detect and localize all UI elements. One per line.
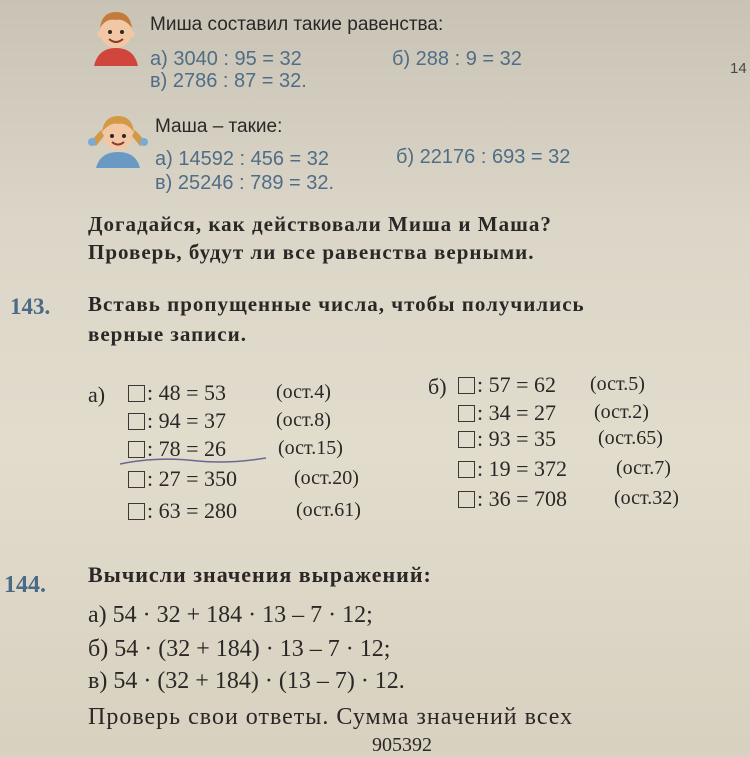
blank-box[interactable] xyxy=(458,405,475,422)
misha-title: Миша составил такие равенства: xyxy=(150,14,444,35)
blank-box[interactable] xyxy=(128,471,145,488)
equation-text: : 48 = 53 xyxy=(147,380,227,405)
equation-row xyxy=(458,456,567,482)
equation-row xyxy=(128,380,226,406)
remainder-text: (ост.2) xyxy=(594,401,649,423)
girl-avatar-illustration xyxy=(88,108,148,170)
blank-box[interactable] xyxy=(128,385,145,402)
equation-row xyxy=(128,408,226,434)
remainder-text: (ост.8) xyxy=(276,409,331,431)
equation-row xyxy=(458,372,556,398)
equation-text: : 36 = 708 xyxy=(477,486,568,511)
equation-row xyxy=(128,498,237,524)
misha-eq-a: а) 3040 : 95 = 32 xyxy=(150,48,302,70)
misha-eq-b: б) 288 : 9 = 32 xyxy=(392,48,522,70)
task-144-expr-b: б) 54 · (32 + 184) · 13 – 7 · 12; xyxy=(88,636,391,662)
remainder-text: (ост.61) xyxy=(296,499,361,521)
question-line-1: Догадайся, как действовали Миша и Маша? xyxy=(88,212,552,236)
blank-box[interactable] xyxy=(128,503,145,520)
equation-text: : 78 = 26 xyxy=(147,436,227,461)
remainder-text: (ост.7) xyxy=(616,457,671,479)
remainder-text: (ост.4) xyxy=(276,381,331,403)
blank-box[interactable] xyxy=(128,413,145,430)
task-143-number: 143. xyxy=(10,294,51,319)
misha-eq-v: в) 2786 : 87 = 32. xyxy=(150,70,307,92)
task-144-expr-a: а) 54 · 32 + 184 · 13 – 7 · 12; xyxy=(88,602,373,628)
task-144-expr-v: в) 54 · (32 + 184) · (13 – 7) · 12. xyxy=(88,668,405,694)
masha-title: Маша – такие: xyxy=(155,116,283,137)
remainder-text: (ост.20) xyxy=(294,467,359,489)
equation-text: : 63 = 280 xyxy=(147,498,238,523)
remainder-text: (ост.15) xyxy=(278,437,343,459)
equation-text: : 34 = 27 xyxy=(477,400,557,425)
pencil-mark xyxy=(118,452,268,470)
task-143-line-2: верные записи. xyxy=(88,322,247,346)
remainder-text: (ост.5) xyxy=(590,373,645,395)
masha-eq-a: а) 14592 : 456 = 32 xyxy=(155,148,330,170)
boy-avatar-illustration xyxy=(90,8,142,68)
masha-eq-v: в) 25246 : 789 = 32. xyxy=(155,172,335,194)
task-143-col-b-label: б) xyxy=(428,374,447,399)
equation-text: : 27 = 350 xyxy=(147,466,238,491)
remainder-text: (ост.32) xyxy=(614,487,679,509)
blank-box[interactable] xyxy=(458,377,475,394)
question-line-2: Проверь, будут ли все равенства верными. xyxy=(88,240,535,264)
equation-row xyxy=(458,400,556,426)
equation-row xyxy=(458,426,556,452)
task-144-check: Проверь свои ответы. Сумма значений всех xyxy=(88,704,574,730)
blank-box[interactable] xyxy=(458,491,475,508)
task-143-col-a-label: а) xyxy=(88,382,106,407)
masha-eq-b: б) 22176 : 693 = 32 xyxy=(396,146,571,168)
blank-box[interactable] xyxy=(458,461,475,478)
equation-row xyxy=(458,486,567,512)
margin-page-number: 14 xyxy=(730,60,747,77)
equation-text: : 57 = 62 xyxy=(477,372,557,397)
equation-text: : 93 = 35 xyxy=(477,426,557,451)
equation-text: : 94 = 37 xyxy=(147,408,227,433)
task-144-number: 144. xyxy=(4,572,46,598)
equation-text: : 19 = 372 xyxy=(477,456,568,481)
remainder-text: (ост.65) xyxy=(598,427,663,449)
task-144-title: Вычисли значения выражений: xyxy=(88,562,432,587)
blank-box[interactable] xyxy=(458,431,475,448)
task-144-check-number: 905392 xyxy=(372,734,432,756)
task-143-line-1: Вставь пропущенные числа, чтобы получились xyxy=(88,292,585,316)
